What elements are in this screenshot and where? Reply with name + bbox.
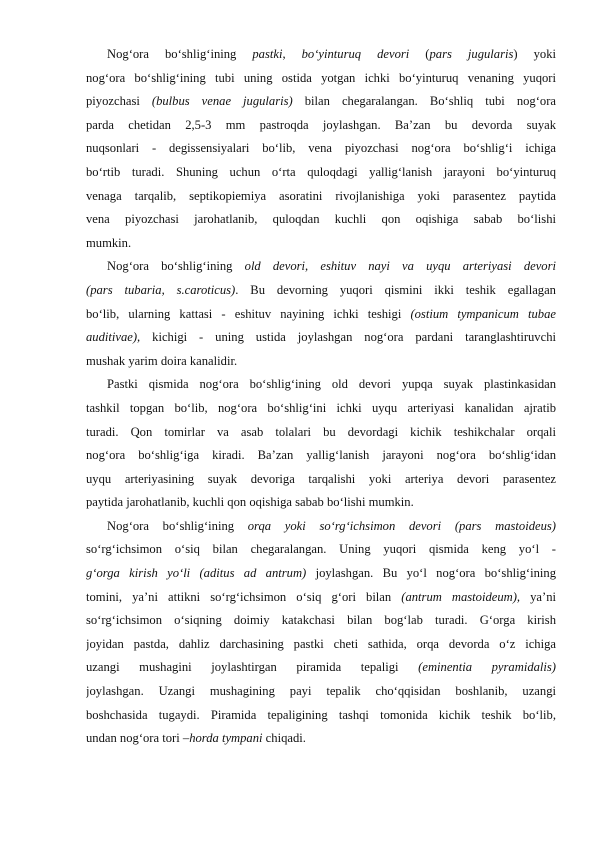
- text-line: [86, 350, 556, 374]
- text: paytida jarohatlanib, kuchli qon oqishiga sabab bo‘lishi mumkin.: [86, 495, 414, 510]
- text-line: [86, 444, 556, 468]
- text-line: [86, 491, 556, 515]
- text: undan nog‘ora tori –: [86, 731, 190, 746]
- text-line: [86, 279, 556, 303]
- text-line: [86, 586, 556, 610]
- text: (: [409, 47, 430, 61]
- text: Nog‘ora bo‘shlig‘ining: [107, 259, 245, 274]
- text-line: [86, 137, 556, 161]
- text: bo‘lib, ularning kattasi - eshituv nayining ichki teshigi: [86, 306, 411, 321]
- text: parda chetidan 2,5-3 mm pastroqda joylashgan. Ba’zan bu devorda suyak: [86, 117, 556, 132]
- paragraph: [86, 43, 556, 255]
- italic-text: pars jugularis: [429, 47, 514, 61]
- text: uzangi mushagini joylashtirgan piramida tepaligi: [86, 660, 419, 675]
- text-line: [86, 161, 556, 185]
- text-line: [86, 562, 556, 586]
- text-line: [86, 727, 556, 751]
- italic-text: auditivae),: [86, 330, 141, 345]
- text-line: [86, 538, 556, 562]
- text: tomini, ya’ni attikni so‘rg‘ichsimon o‘siq g‘ori bilan: [86, 589, 402, 604]
- text-line: [86, 326, 556, 350]
- italic-text: pastki: [252, 47, 283, 61]
- document-page: [86, 43, 556, 751]
- paragraph: [86, 255, 556, 373]
- text: piyozchasi: [86, 94, 152, 109]
- italic-text: (bulbus venae jugularis): [151, 94, 293, 109]
- text: . Bu devorning yuqori qismini ikki teshik egallagan: [235, 282, 556, 297]
- text-line: [86, 515, 556, 539]
- text: nog‘ora bo‘shlig‘iga kiradi. Ba’zan yallig‘lanish jarayoni nog‘ora bo‘shlig‘idan: [86, 448, 556, 463]
- text: joyidan pastda, dahliz darchasining pastki cheti sathida, orqa devorda o‘z ichiga: [86, 636, 556, 651]
- text: ya’ni: [520, 589, 556, 604]
- text-line: [86, 633, 556, 657]
- text: nuqsonlari - degissensiyalari bo‘lib, vena piyozchasi nog‘ora bo‘shlig‘i ichiga: [86, 141, 556, 156]
- text: tashkil topgan bo‘lib, nog‘ora bo‘shlig‘ini ichki uyqu arteriyasi kanalidan ajratib: [86, 400, 556, 415]
- text-line: [86, 232, 556, 256]
- italic-text: bo‘yinturuq devori: [301, 47, 410, 61]
- text-line: [86, 680, 556, 704]
- italic-text: g‘orga kirish yo‘li (aditus ad antrum): [86, 566, 307, 581]
- text-line: [86, 43, 556, 67]
- text: Nog‘ora bo‘shlig‘ining: [107, 518, 248, 533]
- text: vena piyozchasi jarohatlanib, quloqdan kuchli qon oqishiga sabab bo‘lishi: [86, 212, 556, 227]
- italic-text: (ostium tympanicum tubae: [410, 306, 556, 321]
- text: joylashgan. Bu yo‘l nog‘ora bo‘shlig‘ining: [306, 566, 556, 581]
- text-line: [86, 421, 556, 445]
- text: Pastki qismida nog‘ora bo‘shlig‘ining old devori yupqa suyak plastinkasidan: [107, 377, 556, 392]
- text-line: [86, 90, 556, 114]
- text: bo‘rtib turadi. Shuning uchun o‘rta quloqdagi yallig‘lanish jarayoni bo‘yinturuq: [86, 164, 556, 179]
- text: venaga tarqalib, septikopiemiya asoratini rivojlanishiga yoki parasentez paytida: [86, 188, 556, 203]
- text-line: [86, 185, 556, 209]
- text: mushak yarim doira kanalidir.: [86, 353, 238, 368]
- text-line: [86, 114, 556, 138]
- text: joylashgan. Uzangi mushagining payi tepalik cho‘qqisidan boshlanib, uzangi: [86, 684, 556, 699]
- text-line: [86, 303, 556, 327]
- text-line: [86, 67, 556, 91]
- text: mumkin.: [86, 235, 132, 250]
- text: so‘rg‘ichsimon o‘siqning doimiy katakchasi bilan bog‘lab turadi. G‘orga kirish: [86, 613, 556, 628]
- text-line: [86, 208, 556, 232]
- text: nog‘ora bo‘shlig‘ining tubi uning ostida yotgan ichki bo‘yinturuq venaning yuqori: [86, 70, 556, 85]
- text: so‘rg‘ichsimon o‘siq bilan chegaralangan. Uning yuqori qismida keng yo‘l -: [86, 542, 556, 557]
- text: turadi. Qon tomirlar va asab tolalari bu devordagi kichik teshikchalar orqali: [86, 424, 556, 439]
- text-line: [86, 373, 556, 397]
- text-line: [86, 704, 556, 728]
- text: bilan chegaralangan. Bo‘shliq tubi nog‘ora: [292, 94, 556, 109]
- text: kichigi - uning ustida joylashgan nog‘ora pardani taranglashtiruvchi: [140, 330, 556, 345]
- italic-text: old devori, eshituv nayi va uyqu arteriyasi devori: [244, 259, 556, 274]
- text: ,: [282, 47, 302, 61]
- text: boshchasida tugaydi. Piramida tepaligining tashqi tomonida kichik teshik bo‘lib,: [86, 707, 556, 722]
- paragraph: [86, 373, 556, 515]
- text: chiqadi.: [262, 731, 306, 746]
- text: ) yoki: [513, 47, 556, 61]
- italic-text: orqa yoki so‘rg‘ichsimon devori (pars mastoideus): [247, 518, 556, 533]
- text-line: [86, 609, 556, 633]
- paragraph: [86, 515, 556, 751]
- text-line: [86, 468, 556, 492]
- italic-text: (antrum mastoideum),: [401, 589, 521, 604]
- italic-text: (eminentia pyramidalis): [418, 660, 556, 675]
- text: Nog‘ora bo‘shlig‘ining: [107, 47, 253, 61]
- text-line: [86, 656, 556, 680]
- italic-text: horda tympani: [189, 731, 263, 746]
- italic-text: (pars tubaria, s.caroticus): [86, 282, 236, 297]
- text: uyqu arteriyasining suyak devoriga tarqalishi yoki arteriya devori parasentez: [86, 471, 556, 486]
- text-line: [86, 397, 556, 421]
- text-line: [86, 255, 556, 279]
